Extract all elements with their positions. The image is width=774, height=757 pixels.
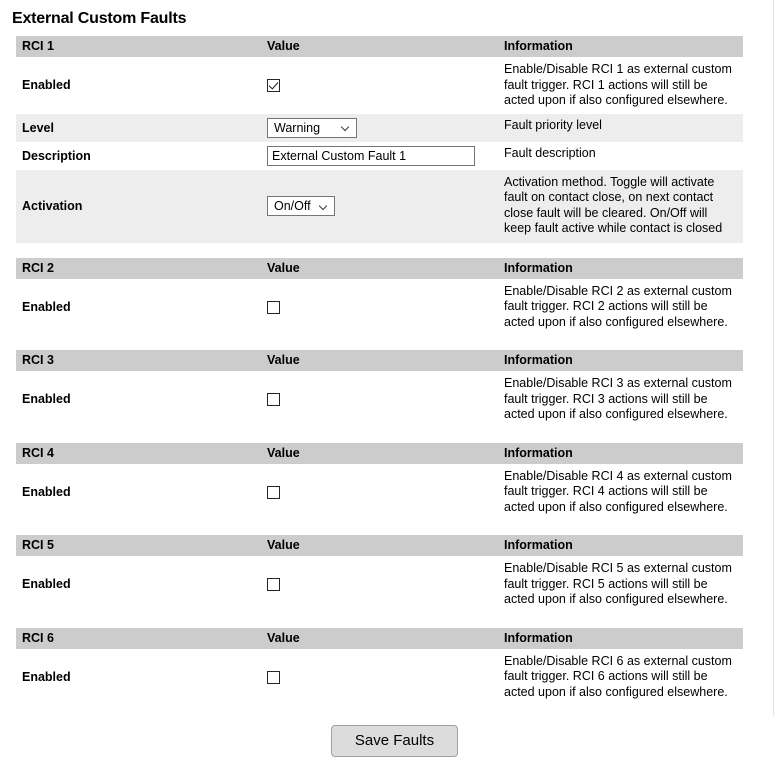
activation-select[interactable]: [267, 196, 335, 216]
enabled-info-text: Enable/Disable RCI 3 as external custom fault trigger. RCI 3 actions will still be acted upon if also configured elsewhere.: [498, 371, 743, 428]
enabled-label: Enabled: [16, 279, 261, 336]
enabled-label: Enabled: [16, 371, 261, 428]
rci-section-table: [16, 258, 743, 336]
enabled-checkbox[interactable]: [267, 578, 280, 591]
value-column-header: Value: [261, 350, 498, 371]
enabled-row: [16, 279, 743, 336]
activation-value-cell: [261, 170, 498, 243]
section-name-header: RCI 4: [16, 443, 261, 464]
section-name-header: RCI 2: [16, 258, 261, 279]
level-row: [16, 114, 743, 142]
enabled-checkbox[interactable]: [267, 486, 280, 499]
activation-select-value: On/Off: [274, 199, 311, 213]
level-select[interactable]: [267, 118, 357, 138]
section-name-header: RCI 6: [16, 628, 261, 649]
chevron-down-icon: [320, 202, 329, 211]
section-header-row: [16, 628, 743, 649]
value-column-header: Value: [261, 258, 498, 279]
section-header-row: [16, 443, 743, 464]
enabled-label: Enabled: [16, 649, 261, 706]
enabled-info-text: Enable/Disable RCI 6 as external custom fault trigger. RCI 6 actions will still be acted upon if also configured elsewhere.: [498, 649, 743, 706]
description-input[interactable]: [267, 146, 475, 166]
enabled-row: [16, 57, 743, 114]
rci-section-table: [16, 350, 743, 428]
information-column-header: Information: [498, 36, 743, 57]
description-row: [16, 142, 743, 170]
rci-section-table: [16, 628, 743, 706]
information-column-header: Information: [498, 535, 743, 556]
level-value-cell: [261, 114, 498, 142]
information-column-header: Information: [498, 443, 743, 464]
description-value-cell: [261, 142, 498, 170]
level-select-value: Warning: [274, 120, 321, 135]
enabled-value-cell: [261, 464, 498, 521]
activation-label: Activation: [16, 170, 261, 243]
value-column-header: Value: [261, 535, 498, 556]
enabled-value-cell: [261, 371, 498, 428]
enabled-info-text: Enable/Disable RCI 4 as external custom fault trigger. RCI 4 actions will still be acted upon if also configured elsewhere.: [498, 464, 743, 521]
value-column-header: Value: [261, 628, 498, 649]
section-name-header: RCI 1: [16, 36, 261, 57]
enabled-row: [16, 371, 743, 428]
activation-info-text: Activation method. Toggle will activate fault on contact close, on next contact close fault will be cleared. On/Off will keep fault active while contact is closed: [498, 170, 743, 243]
rci-section-table: [16, 535, 743, 613]
information-column-header: Information: [498, 628, 743, 649]
section-name-header: RCI 5: [16, 535, 261, 556]
enabled-row: [16, 649, 743, 706]
description-info-text: Fault description: [498, 142, 743, 170]
level-info-text: Fault priority level: [498, 114, 743, 142]
enabled-value-cell: [261, 279, 498, 336]
enabled-label: Enabled: [16, 464, 261, 521]
save-faults-button[interactable]: Save Faults: [331, 725, 458, 757]
enabled-info-text: Enable/Disable RCI 1 as external custom fault trigger. RCI 1 actions will still be acted upon if also configured elsewhere.: [498, 57, 743, 114]
enabled-value-cell: [261, 57, 498, 114]
enabled-info-text: Enable/Disable RCI 2 as external custom fault trigger. RCI 2 actions will still be acted upon if also configured elsewhere.: [498, 279, 743, 336]
enabled-row: [16, 464, 743, 521]
rci-section-table: [16, 36, 743, 243]
enabled-label: Enabled: [16, 556, 261, 613]
chevron-down-icon: [342, 123, 351, 132]
value-column-header: Value: [261, 36, 498, 57]
enabled-value-cell: [261, 556, 498, 613]
page-title: External Custom Faults: [12, 10, 187, 27]
enabled-checkbox[interactable]: [267, 301, 280, 314]
description-label: Description: [16, 142, 261, 170]
enabled-row: [16, 556, 743, 613]
button-row: [0, 725, 773, 757]
rci-section-table: [16, 443, 743, 521]
enabled-checkbox[interactable]: [267, 79, 280, 92]
section-header-row: [16, 36, 743, 57]
enabled-info-text: Enable/Disable RCI 5 as external custom fault trigger. RCI 5 actions will still be acted upon if also configured elsewhere.: [498, 556, 743, 613]
level-label: Level: [16, 114, 261, 142]
enabled-checkbox[interactable]: [267, 671, 280, 684]
rci-sections-container: [0, 36, 773, 705]
information-column-header: Information: [498, 258, 743, 279]
section-name-header: RCI 3: [16, 350, 261, 371]
section-header-row: [16, 350, 743, 371]
enabled-value-cell: [261, 649, 498, 706]
section-header-row: [16, 258, 743, 279]
enabled-label: Enabled: [16, 57, 261, 114]
information-column-header: Information: [498, 350, 743, 371]
activation-row: [16, 170, 743, 243]
value-column-header: Value: [261, 443, 498, 464]
enabled-checkbox[interactable]: [267, 393, 280, 406]
section-header-row: [16, 535, 743, 556]
